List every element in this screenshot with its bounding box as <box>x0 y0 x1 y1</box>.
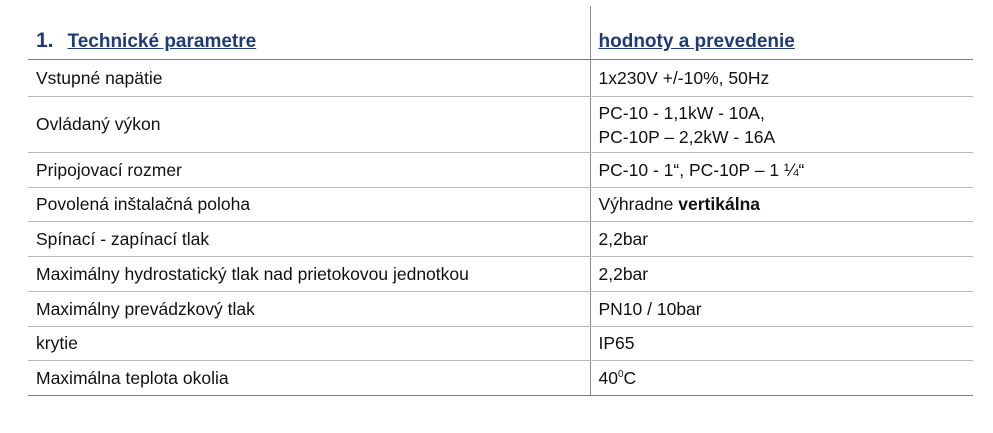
param-label: Ovládaný výkon <box>28 97 590 153</box>
values-title[interactable]: hodnoty a prevedenie <box>598 31 795 52</box>
param-label: Maximálna teplota okolia <box>28 361 590 396</box>
param-label: krytie <box>28 327 590 361</box>
header-right-cell <box>590 6 973 60</box>
param-value: PN10 / 10bar <box>590 292 973 327</box>
parameters-table <box>28 6 973 396</box>
param-value: 2,2bar <box>590 222 973 257</box>
param-label: Povolená inštalačná poloha <box>28 188 590 222</box>
param-value <box>590 97 973 153</box>
section-title[interactable]: Technické parametre <box>67 31 257 52</box>
header-left-cell <box>28 6 590 60</box>
param-value-sup: 0 <box>617 368 624 380</box>
param-value-unit: C <box>623 367 637 388</box>
param-value: IP65 <box>590 327 973 361</box>
param-label: Vstupné napätie <box>28 60 590 97</box>
table-row <box>28 153 973 188</box>
param-value: PC-10 - 1“, PC-10P – 1 ¼“ <box>590 153 973 188</box>
table-row <box>28 361 973 396</box>
table-row <box>28 222 973 257</box>
param-value-line: PC-10 - 1,1kW - 10A, <box>598 102 765 123</box>
param-value <box>590 361 973 396</box>
table-row <box>28 97 973 153</box>
table-row <box>28 60 973 97</box>
param-value-base: 40 <box>598 367 618 388</box>
param-value: 1x230V +/-10%, 50Hz <box>590 60 973 97</box>
param-label: Maximálny prevádzkový tlak <box>28 292 590 327</box>
table-row <box>28 257 973 292</box>
param-value: 2,2bar <box>590 257 973 292</box>
param-label: Maximálny hydrostatický tlak nad prietokovou jednotkou <box>28 257 590 292</box>
table-header-row <box>28 6 973 60</box>
table-row <box>28 292 973 327</box>
param-value-bold: vertikálna <box>678 194 760 214</box>
section-number: 1. <box>36 29 54 52</box>
param-value-line: PC-10P – 2,2kW - 16A <box>598 126 776 147</box>
table-row <box>28 327 973 361</box>
param-label: Pripojovací rozmer <box>28 153 590 188</box>
param-label: Spínací - zapínací tlak <box>28 222 590 257</box>
param-value <box>590 188 973 222</box>
table-row <box>28 188 973 222</box>
param-value-prefix: Výhradne <box>598 194 679 214</box>
